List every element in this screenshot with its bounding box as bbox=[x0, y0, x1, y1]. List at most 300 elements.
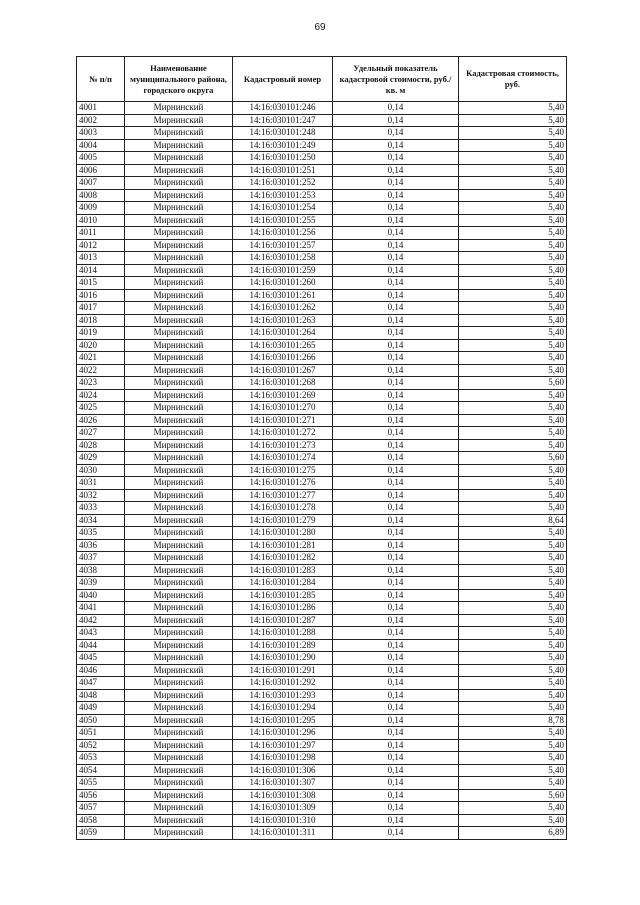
cadastral-value-cell: 5,40 bbox=[459, 564, 567, 577]
cadastral-value-cell: 5,40 bbox=[459, 414, 567, 427]
unit-rate-cell: 0,14 bbox=[333, 564, 459, 577]
district-cell: Мирнинский bbox=[125, 652, 233, 665]
table-row bbox=[77, 539, 567, 552]
row-number-cell: 4032 bbox=[77, 489, 125, 502]
district-cell: Мирнинский bbox=[125, 802, 233, 815]
cadastral-number-cell: 14:16:030101:252 bbox=[233, 177, 333, 190]
row-number-cell: 4017 bbox=[77, 302, 125, 315]
row-number-cell: 4054 bbox=[77, 764, 125, 777]
table-row bbox=[77, 527, 567, 540]
district-cell: Мирнинский bbox=[125, 477, 233, 490]
table-row bbox=[77, 552, 567, 565]
cadastral-number-cell: 14:16:030101:271 bbox=[233, 414, 333, 427]
cadastral-number-cell: 14:16:030101:306 bbox=[233, 764, 333, 777]
district-cell: Мирнинский bbox=[125, 714, 233, 727]
table-row bbox=[77, 627, 567, 640]
table-row bbox=[77, 352, 567, 365]
table-row bbox=[77, 264, 567, 277]
cadastral-value-cell: 5,40 bbox=[459, 652, 567, 665]
cadastral-value-cell: 5,40 bbox=[459, 289, 567, 302]
district-cell: Мирнинский bbox=[125, 177, 233, 190]
cadastral-number-cell: 14:16:030101:266 bbox=[233, 352, 333, 365]
row-number-cell: 4033 bbox=[77, 502, 125, 515]
row-number-cell: 4016 bbox=[77, 289, 125, 302]
cadastral-value-cell: 5,40 bbox=[459, 389, 567, 402]
cadastral-number-cell: 14:16:030101:273 bbox=[233, 439, 333, 452]
unit-rate-cell: 0,14 bbox=[333, 764, 459, 777]
table-row bbox=[77, 252, 567, 265]
cadastral-value-cell: 5,60 bbox=[459, 789, 567, 802]
cadastral-value-cell: 5,40 bbox=[459, 364, 567, 377]
cadastral-value-cell: 5,40 bbox=[459, 339, 567, 352]
row-number-cell: 4011 bbox=[77, 227, 125, 240]
district-cell: Мирнинский bbox=[125, 814, 233, 827]
table-row bbox=[77, 314, 567, 327]
district-cell: Мирнинский bbox=[125, 502, 233, 515]
cadastral-number-cell: 14:16:030101:253 bbox=[233, 189, 333, 202]
cadastral-number-cell: 14:16:030101:250 bbox=[233, 152, 333, 165]
row-number-cell: 4019 bbox=[77, 327, 125, 340]
cadastral-value-cell: 5,40 bbox=[459, 464, 567, 477]
row-number-cell: 4031 bbox=[77, 477, 125, 490]
table-row bbox=[77, 277, 567, 290]
cadastral-value-cell: 5,40 bbox=[459, 227, 567, 240]
row-number-cell: 4048 bbox=[77, 689, 125, 702]
unit-rate-cell: 0,14 bbox=[333, 477, 459, 490]
district-cell: Мирнинский bbox=[125, 327, 233, 340]
table-row bbox=[77, 702, 567, 715]
table-row bbox=[77, 289, 567, 302]
table-row bbox=[77, 464, 567, 477]
district-cell: Мирнинский bbox=[125, 589, 233, 602]
cadastral-value-cell: 5,40 bbox=[459, 352, 567, 365]
cadastral-number-cell: 14:16:030101:259 bbox=[233, 264, 333, 277]
unit-rate-cell: 0,14 bbox=[333, 339, 459, 352]
cadastral-value-cell: 5,40 bbox=[459, 302, 567, 315]
district-cell: Мирнинский bbox=[125, 264, 233, 277]
district-cell: Мирнинский bbox=[125, 314, 233, 327]
table-row bbox=[77, 614, 567, 627]
cadastral-value-cell: 5,40 bbox=[459, 164, 567, 177]
table-row bbox=[77, 664, 567, 677]
cadastral-number-cell: 14:16:030101:264 bbox=[233, 327, 333, 340]
unit-rate-cell: 0,14 bbox=[333, 752, 459, 765]
row-number-cell: 4049 bbox=[77, 702, 125, 715]
cadastral-value-cell: 5,40 bbox=[459, 427, 567, 440]
row-number-cell: 4008 bbox=[77, 189, 125, 202]
unit-rate-cell: 0,14 bbox=[333, 664, 459, 677]
unit-rate-cell: 0,14 bbox=[333, 189, 459, 202]
row-number-cell: 4051 bbox=[77, 727, 125, 740]
row-number-cell: 4026 bbox=[77, 414, 125, 427]
unit-rate-cell: 0,14 bbox=[333, 177, 459, 190]
row-number-cell: 4023 bbox=[77, 377, 125, 390]
header-unit-rate: Удельный показатель кадастровой стоимости, руб./кв. м bbox=[333, 57, 459, 102]
cadastral-value-cell: 5,40 bbox=[459, 239, 567, 252]
row-number-cell: 4056 bbox=[77, 789, 125, 802]
cadastral-value-cell: 5,40 bbox=[459, 114, 567, 127]
row-number-cell: 4015 bbox=[77, 277, 125, 290]
table-row bbox=[77, 364, 567, 377]
row-number-cell: 4036 bbox=[77, 539, 125, 552]
unit-rate-cell: 0,14 bbox=[333, 452, 459, 465]
table-header-row bbox=[77, 57, 567, 102]
cadastral-value-cell: 5,40 bbox=[459, 677, 567, 690]
row-number-cell: 4020 bbox=[77, 339, 125, 352]
table-row bbox=[77, 577, 567, 590]
unit-rate-cell: 0,14 bbox=[333, 414, 459, 427]
cadastral-value-cell: 8,78 bbox=[459, 714, 567, 727]
page-number: 69 bbox=[314, 22, 326, 33]
cadastral-value-cell: 5,40 bbox=[459, 739, 567, 752]
district-cell: Мирнинский bbox=[125, 689, 233, 702]
unit-rate-cell: 0,14 bbox=[333, 377, 459, 390]
unit-rate-cell: 0,14 bbox=[333, 577, 459, 590]
unit-rate-cell: 0,14 bbox=[333, 727, 459, 740]
unit-rate-cell: 0,14 bbox=[333, 302, 459, 315]
cadastral-number-cell: 14:16:030101:280 bbox=[233, 527, 333, 540]
row-number-cell: 4047 bbox=[77, 677, 125, 690]
cadastral-value-cell: 5,40 bbox=[459, 327, 567, 340]
unit-rate-cell: 0,14 bbox=[333, 739, 459, 752]
cadastral-value-cell: 5,40 bbox=[459, 152, 567, 165]
cadastral-number-cell: 14:16:030101:269 bbox=[233, 389, 333, 402]
unit-rate-cell: 0,14 bbox=[333, 152, 459, 165]
cadastral-value-cell: 5,40 bbox=[459, 502, 567, 515]
unit-rate-cell: 0,14 bbox=[333, 527, 459, 540]
district-cell: Мирнинский bbox=[125, 727, 233, 740]
row-number-cell: 4012 bbox=[77, 239, 125, 252]
table-row bbox=[77, 802, 567, 815]
cadastral-value-cell: 5,40 bbox=[459, 752, 567, 765]
row-number-cell: 4040 bbox=[77, 589, 125, 602]
cadastral-number-cell: 14:16:030101:288 bbox=[233, 627, 333, 640]
row-number-cell: 4045 bbox=[77, 652, 125, 665]
table-row bbox=[77, 114, 567, 127]
row-number-cell: 4007 bbox=[77, 177, 125, 190]
unit-rate-cell: 0,14 bbox=[333, 489, 459, 502]
cadastral-number-cell: 14:16:030101:310 bbox=[233, 814, 333, 827]
row-number-cell: 4050 bbox=[77, 714, 125, 727]
district-cell: Мирнинский bbox=[125, 139, 233, 152]
district-cell: Мирнинский bbox=[125, 627, 233, 640]
cadastral-number-cell: 14:16:030101:276 bbox=[233, 477, 333, 490]
cadastral-number-cell: 14:16:030101:260 bbox=[233, 277, 333, 290]
unit-rate-cell: 0,14 bbox=[333, 164, 459, 177]
unit-rate-cell: 0,14 bbox=[333, 777, 459, 790]
cadastral-number-cell: 14:16:030101:286 bbox=[233, 602, 333, 615]
cadastral-number-cell: 14:16:030101:251 bbox=[233, 164, 333, 177]
district-cell: Мирнинский bbox=[125, 202, 233, 215]
row-number-cell: 4003 bbox=[77, 127, 125, 140]
cadastral-number-cell: 14:16:030101:291 bbox=[233, 664, 333, 677]
cadastral-number-cell: 14:16:030101:256 bbox=[233, 227, 333, 240]
cadastral-value-cell: 5,40 bbox=[459, 614, 567, 627]
cadastral-value-cell: 5,40 bbox=[459, 627, 567, 640]
table-row bbox=[77, 677, 567, 690]
cadastral-value-cell: 5,40 bbox=[459, 639, 567, 652]
cadastral-number-cell: 14:16:030101:248 bbox=[233, 127, 333, 140]
unit-rate-cell: 0,14 bbox=[333, 352, 459, 365]
unit-rate-cell: 0,14 bbox=[333, 464, 459, 477]
cadastral-value-cell: 5,40 bbox=[459, 777, 567, 790]
row-number-cell: 4055 bbox=[77, 777, 125, 790]
cadastral-number-cell: 14:16:030101:296 bbox=[233, 727, 333, 740]
cadastral-value-cell: 5,40 bbox=[459, 702, 567, 715]
district-cell: Мирнинский bbox=[125, 439, 233, 452]
cadastral-number-cell: 14:16:030101:298 bbox=[233, 752, 333, 765]
table-row bbox=[77, 564, 567, 577]
unit-rate-cell: 0,14 bbox=[333, 627, 459, 640]
row-number-cell: 4059 bbox=[77, 827, 125, 840]
cadastral-value-cell: 5,40 bbox=[459, 477, 567, 490]
table-row bbox=[77, 164, 567, 177]
unit-rate-cell: 0,14 bbox=[333, 602, 459, 615]
cadastral-number-cell: 14:16:030101:309 bbox=[233, 802, 333, 815]
table-row bbox=[77, 389, 567, 402]
cadastral-value-cell: 5,40 bbox=[459, 602, 567, 615]
table-row bbox=[77, 489, 567, 502]
row-number-cell: 4044 bbox=[77, 639, 125, 652]
district-cell: Мирнинский bbox=[125, 252, 233, 265]
district-cell: Мирнинский bbox=[125, 227, 233, 240]
cadastral-value-cell: 5,40 bbox=[459, 527, 567, 540]
district-cell: Мирнинский bbox=[125, 827, 233, 840]
unit-rate-cell: 0,14 bbox=[333, 277, 459, 290]
cadastral-value-cell: 6,89 bbox=[459, 827, 567, 840]
cadastral-value-cell: 8,64 bbox=[459, 514, 567, 527]
district-cell: Мирнинский bbox=[125, 777, 233, 790]
row-number-cell: 4035 bbox=[77, 527, 125, 540]
cadastral-number-cell: 14:16:030101:308 bbox=[233, 789, 333, 802]
cadastral-number-cell: 14:16:030101:278 bbox=[233, 502, 333, 515]
district-cell: Мирнинский bbox=[125, 427, 233, 440]
district-cell: Мирнинский bbox=[125, 102, 233, 115]
table-row bbox=[77, 152, 567, 165]
district-cell: Мирнинский bbox=[125, 664, 233, 677]
table-row bbox=[77, 789, 567, 802]
row-number-cell: 4021 bbox=[77, 352, 125, 365]
cadastral-value-cell: 5,40 bbox=[459, 589, 567, 602]
cadastral-value-table bbox=[76, 56, 567, 840]
unit-rate-cell: 0,14 bbox=[333, 589, 459, 602]
district-cell: Мирнинский bbox=[125, 639, 233, 652]
table-row bbox=[77, 752, 567, 765]
unit-rate-cell: 0,14 bbox=[333, 214, 459, 227]
row-number-cell: 4046 bbox=[77, 664, 125, 677]
unit-rate-cell: 0,14 bbox=[333, 239, 459, 252]
cadastral-value-cell: 5,60 bbox=[459, 452, 567, 465]
table-row bbox=[77, 477, 567, 490]
cadastral-value-cell: 5,40 bbox=[459, 814, 567, 827]
cadastral-number-cell: 14:16:030101:307 bbox=[233, 777, 333, 790]
district-cell: Мирнинский bbox=[125, 302, 233, 315]
district-cell: Мирнинский bbox=[125, 564, 233, 577]
table-row bbox=[77, 102, 567, 115]
table-row bbox=[77, 202, 567, 215]
cadastral-number-cell: 14:16:030101:297 bbox=[233, 739, 333, 752]
table-row bbox=[77, 764, 567, 777]
district-cell: Мирнинский bbox=[125, 214, 233, 227]
table-row bbox=[77, 189, 567, 202]
table-row bbox=[77, 727, 567, 740]
unit-rate-cell: 0,14 bbox=[333, 439, 459, 452]
table-row bbox=[77, 139, 567, 152]
cadastral-number-cell: 14:16:030101:255 bbox=[233, 214, 333, 227]
unit-rate-cell: 0,14 bbox=[333, 514, 459, 527]
row-number-cell: 4057 bbox=[77, 802, 125, 815]
table-row bbox=[77, 377, 567, 390]
cadastral-value-cell: 5,40 bbox=[459, 189, 567, 202]
cadastral-value-cell: 5,40 bbox=[459, 277, 567, 290]
district-cell: Мирнинский bbox=[125, 189, 233, 202]
cadastral-value-cell: 5,40 bbox=[459, 664, 567, 677]
district-cell: Мирнинский bbox=[125, 752, 233, 765]
district-cell: Мирнинский bbox=[125, 389, 233, 402]
unit-rate-cell: 0,14 bbox=[333, 639, 459, 652]
unit-rate-cell: 0,14 bbox=[333, 552, 459, 565]
header-cadastral-number: Кадастровый номер bbox=[233, 57, 333, 102]
cadastral-number-cell: 14:16:030101:274 bbox=[233, 452, 333, 465]
district-cell: Мирнинский bbox=[125, 152, 233, 165]
district-cell: Мирнинский bbox=[125, 402, 233, 415]
cadastral-number-cell: 14:16:030101:279 bbox=[233, 514, 333, 527]
cadastral-value-cell: 5,40 bbox=[459, 439, 567, 452]
cadastral-number-cell: 14:16:030101:285 bbox=[233, 589, 333, 602]
row-number-cell: 4024 bbox=[77, 389, 125, 402]
row-number-cell: 4022 bbox=[77, 364, 125, 377]
unit-rate-cell: 0,14 bbox=[333, 789, 459, 802]
table-row bbox=[77, 339, 567, 352]
district-cell: Мирнинский bbox=[125, 164, 233, 177]
table-body bbox=[77, 102, 567, 840]
cadastral-value-cell: 5,40 bbox=[459, 177, 567, 190]
row-number-cell: 4043 bbox=[77, 627, 125, 640]
district-cell: Мирнинский bbox=[125, 552, 233, 565]
row-number-cell: 4002 bbox=[77, 114, 125, 127]
table-row bbox=[77, 739, 567, 752]
table-row bbox=[77, 327, 567, 340]
table-row bbox=[77, 452, 567, 465]
cadastral-number-cell: 14:16:030101:295 bbox=[233, 714, 333, 727]
unit-rate-cell: 0,14 bbox=[333, 702, 459, 715]
cadastral-value-cell: 5,40 bbox=[459, 202, 567, 215]
cadastral-value-cell: 5,40 bbox=[459, 214, 567, 227]
row-number-cell: 4034 bbox=[77, 514, 125, 527]
table-row bbox=[77, 639, 567, 652]
district-cell: Мирнинский bbox=[125, 527, 233, 540]
row-number-cell: 4018 bbox=[77, 314, 125, 327]
cadastral-number-cell: 14:16:030101:293 bbox=[233, 689, 333, 702]
table-row bbox=[77, 402, 567, 415]
row-number-cell: 4030 bbox=[77, 464, 125, 477]
district-cell: Мирнинский bbox=[125, 127, 233, 140]
cadastral-value-cell: 5,40 bbox=[459, 102, 567, 115]
cadastral-value-cell: 5,40 bbox=[459, 252, 567, 265]
row-number-cell: 4014 bbox=[77, 264, 125, 277]
row-number-cell: 4042 bbox=[77, 614, 125, 627]
cadastral-number-cell: 14:16:030101:246 bbox=[233, 102, 333, 115]
district-cell: Мирнинский bbox=[125, 289, 233, 302]
cadastral-value-cell: 5,40 bbox=[459, 764, 567, 777]
unit-rate-cell: 0,14 bbox=[333, 327, 459, 340]
row-number-cell: 4038 bbox=[77, 564, 125, 577]
district-cell: Мирнинский bbox=[125, 339, 233, 352]
unit-rate-cell: 0,14 bbox=[333, 402, 459, 415]
table-row bbox=[77, 814, 567, 827]
district-cell: Мирнинский bbox=[125, 452, 233, 465]
unit-rate-cell: 0,14 bbox=[333, 614, 459, 627]
cadastral-number-cell: 14:16:030101:282 bbox=[233, 552, 333, 565]
cadastral-value-cell: 5,40 bbox=[459, 689, 567, 702]
table-row bbox=[77, 514, 567, 527]
table-row bbox=[77, 177, 567, 190]
cadastral-number-cell: 14:16:030101:247 bbox=[233, 114, 333, 127]
unit-rate-cell: 0,14 bbox=[333, 677, 459, 690]
district-cell: Мирнинский bbox=[125, 414, 233, 427]
row-number-cell: 4025 bbox=[77, 402, 125, 415]
table-row bbox=[77, 214, 567, 227]
cadastral-value-cell: 5,40 bbox=[459, 402, 567, 415]
table-row bbox=[77, 652, 567, 665]
district-cell: Мирнинский bbox=[125, 464, 233, 477]
row-number-cell: 4009 bbox=[77, 202, 125, 215]
unit-rate-cell: 0,14 bbox=[333, 127, 459, 140]
header-district: Наименование муниципального района, городского округа bbox=[125, 57, 233, 102]
unit-rate-cell: 0,14 bbox=[333, 114, 459, 127]
cadastral-value-cell: 5,40 bbox=[459, 577, 567, 590]
unit-rate-cell: 0,14 bbox=[333, 364, 459, 377]
cadastral-value-cell: 5,40 bbox=[459, 727, 567, 740]
district-cell: Мирнинский bbox=[125, 114, 233, 127]
cadastral-number-cell: 14:16:030101:262 bbox=[233, 302, 333, 315]
cadastral-number-cell: 14:16:030101:292 bbox=[233, 677, 333, 690]
cadastral-number-cell: 14:16:030101:272 bbox=[233, 427, 333, 440]
table-row bbox=[77, 302, 567, 315]
table-row bbox=[77, 777, 567, 790]
table-row bbox=[77, 589, 567, 602]
district-cell: Мирнинский bbox=[125, 489, 233, 502]
unit-rate-cell: 0,14 bbox=[333, 289, 459, 302]
table-row bbox=[77, 127, 567, 140]
district-cell: Мирнинский bbox=[125, 702, 233, 715]
unit-rate-cell: 0,14 bbox=[333, 652, 459, 665]
row-number-cell: 4037 bbox=[77, 552, 125, 565]
cadastral-number-cell: 14:16:030101:265 bbox=[233, 339, 333, 352]
table-row bbox=[77, 689, 567, 702]
district-cell: Мирнинский bbox=[125, 277, 233, 290]
unit-rate-cell: 0,14 bbox=[333, 814, 459, 827]
district-cell: Мирнинский bbox=[125, 677, 233, 690]
row-number-cell: 4052 bbox=[77, 739, 125, 752]
table-row bbox=[77, 414, 567, 427]
row-number-cell: 4013 bbox=[77, 252, 125, 265]
cadastral-value-cell: 5,40 bbox=[459, 264, 567, 277]
cadastral-number-cell: 14:16:030101:268 bbox=[233, 377, 333, 390]
row-number-cell: 4010 bbox=[77, 214, 125, 227]
district-cell: Мирнинский bbox=[125, 739, 233, 752]
table-row bbox=[77, 714, 567, 727]
cadastral-value-cell: 5,40 bbox=[459, 802, 567, 815]
cadastral-number-cell: 14:16:030101:284 bbox=[233, 577, 333, 590]
cadastral-number-cell: 14:16:030101:254 bbox=[233, 202, 333, 215]
unit-rate-cell: 0,14 bbox=[333, 389, 459, 402]
table-row bbox=[77, 439, 567, 452]
unit-rate-cell: 0,14 bbox=[333, 202, 459, 215]
row-number-cell: 4029 bbox=[77, 452, 125, 465]
cadastral-value-cell: 5,40 bbox=[459, 127, 567, 140]
row-number-cell: 4004 bbox=[77, 139, 125, 152]
